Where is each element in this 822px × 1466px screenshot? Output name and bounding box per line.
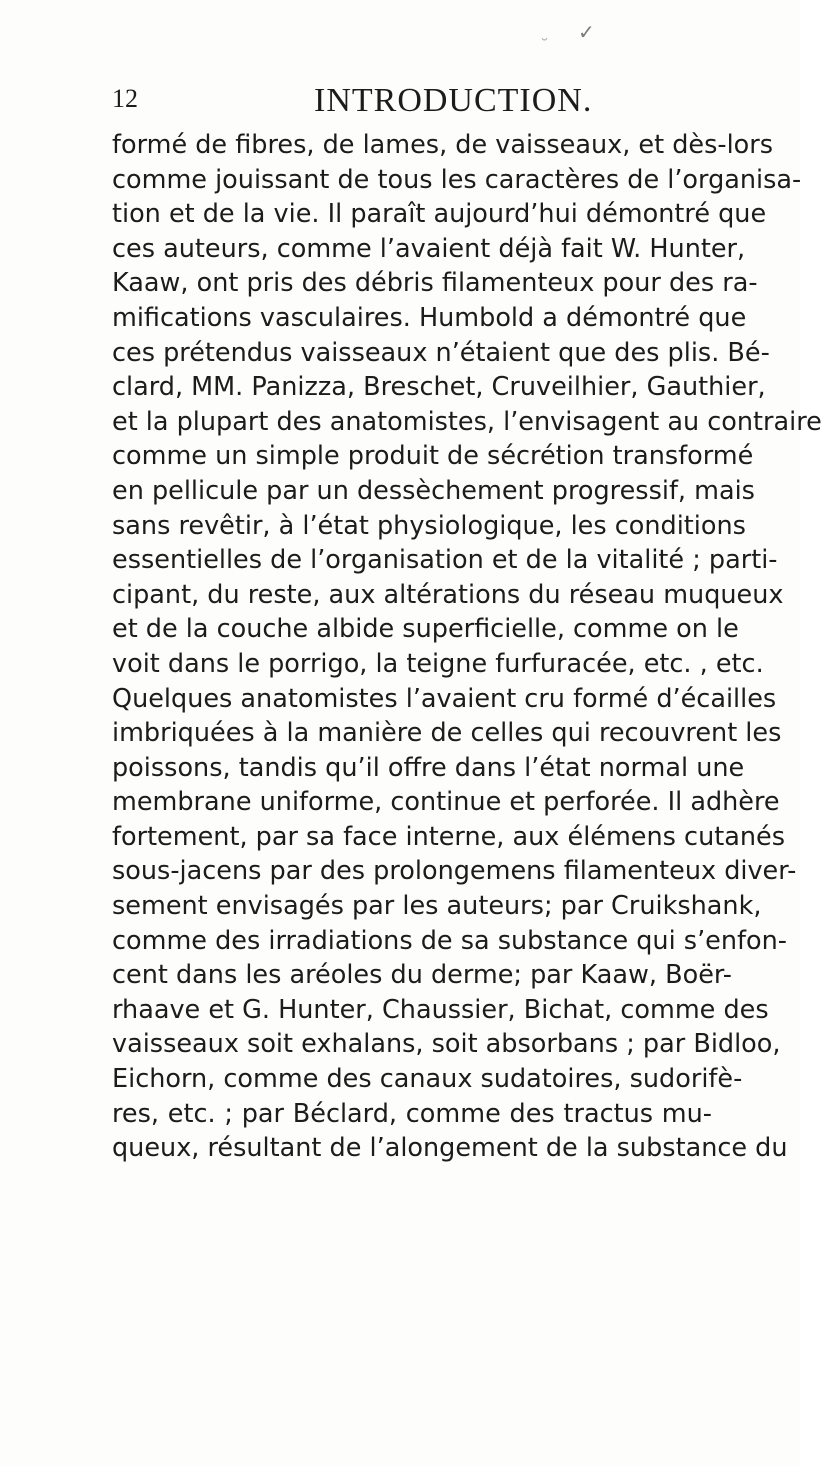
text-line: fortement, par sa face interne, aux élémens cutanés (112, 821, 785, 852)
text-line: en pellicule par un dessèchement progressif, mais (112, 475, 755, 506)
text-line: res, etc. ; par Béclard, comme des tractus mu- (112, 1098, 712, 1129)
text-line: membrane uniforme, continue et perforée. Il adhère (112, 787, 780, 818)
page-number: 12 (112, 84, 138, 113)
text-line: cent dans les aréoles du derme; par Kaaw, Boër- (112, 960, 732, 991)
text-line: ces prétendus vaisseaux n’étaient que des plis. Bé- (112, 337, 770, 368)
text-line: sous-jacens par des prolongemens filamenteux diver- (112, 856, 797, 887)
text-line: clard, MM. Panizza, Breschet, Cruveilhier, Gauthier, (112, 372, 766, 403)
text-line: sement envisagés par les auteurs; par Cruikshank, (112, 891, 762, 922)
text-line: Eichorn, comme des canaux sudatoires, sudorifè- (112, 1064, 743, 1095)
text-line: cipant, du reste, aux altérations du réseau muqueux (112, 579, 784, 610)
page-header (112, 82, 700, 118)
text-line: formé de fibres, de lames, de vaisseaux, et dès-lors (112, 130, 774, 160)
text-line: et de la couche albide superficielle, comme on le (112, 614, 739, 645)
pencil-stroke-mark: ˘ (540, 36, 549, 57)
text-line: essentielles de l’organisation et de la vitalité ; parti- (112, 545, 778, 576)
pencil-check-mark: ✓ (578, 20, 595, 44)
text-line: poissons, tandis qu’il offre dans l’état normal une (112, 752, 745, 783)
text-line: tion et de la vie. Il paraît aujourd’hui démontré que (112, 199, 767, 230)
running-head: INTRODUCTION. (314, 82, 593, 119)
body-text (112, 128, 822, 1166)
text-line: ces auteurs, comme l’avaient déjà fait W. Hunter, (112, 233, 746, 264)
text-line: queux, résultant de l’alongement de la substance du (112, 1133, 788, 1164)
text-line: et la plupart des anatomistes, l’envisagent au contraire (112, 406, 822, 437)
text-line: Quelques anatomistes l’avaient cru formé d’écailles (112, 683, 777, 714)
text-line: imbriquées à la manière de celles qui recouvrent les (112, 718, 782, 749)
text-line: rhaave et G. Hunter, Chaussier, Bichat, comme des (112, 994, 769, 1025)
text-line: sans revêtir, à l’état physiologique, les conditions (112, 510, 746, 541)
text-line: comme un simple produit de sécrétion transformé (112, 441, 754, 472)
text-line: mifications vasculaires. Humbold a démontré que (112, 302, 747, 333)
text-line: comme des irradiations de sa substance qui s’enfon- (112, 925, 787, 956)
text-line: vaisseaux soit exhalans, soit absorbans ; par Bidloo, (112, 1029, 781, 1060)
text-line: Kaaw, ont pris des débris filamenteux pour des ra- (112, 268, 758, 299)
text-line: voit dans le porrigo, la teigne furfuracée, etc. , etc. (112, 648, 764, 679)
text-line: comme jouissant de tous les caractères de l’organisa- (112, 164, 802, 195)
